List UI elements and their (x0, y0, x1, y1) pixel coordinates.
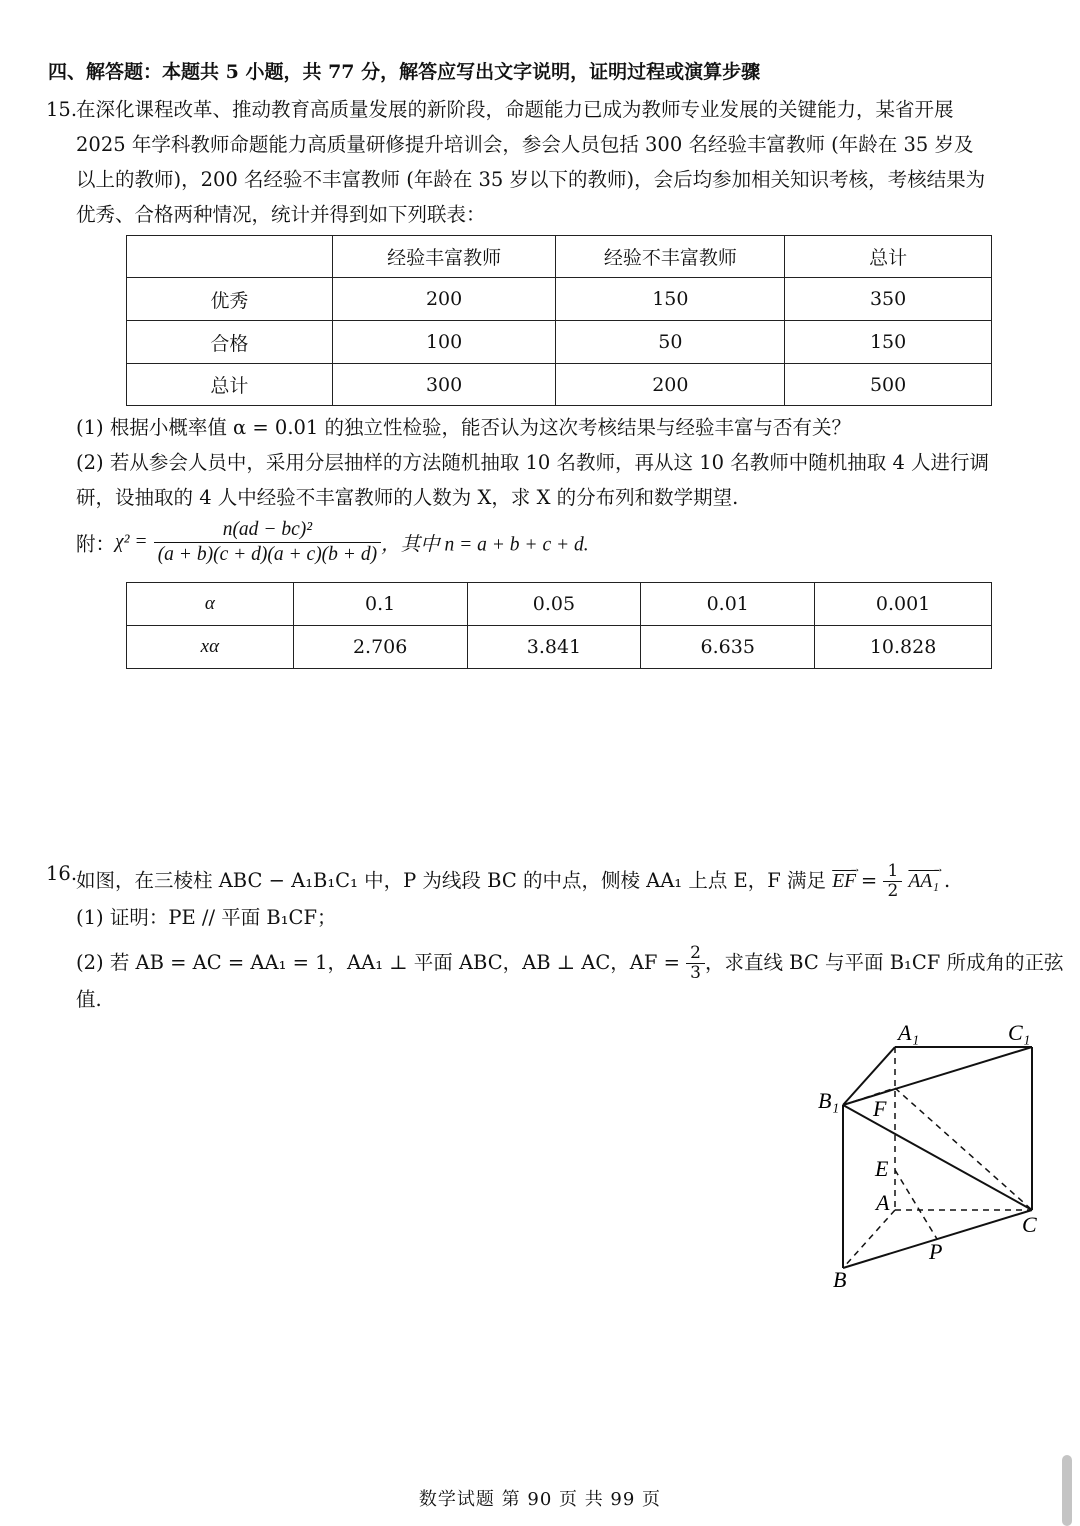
table-cell: 200 (332, 278, 556, 321)
q15-text-line-4: 优秀、合格两种情况，统计并得到如下列联表： (76, 203, 486, 226)
table-cell: 350 (785, 278, 992, 321)
vector-ef (832, 861, 861, 892)
q16-part-1: (1) 证明：PE // 平面 B₁CF； (76, 906, 337, 929)
formula-lhs: χ² = (115, 531, 148, 553)
prism-figure (800, 1015, 1060, 1300)
q15-text-line-2: 2025 年学科教师命题能力高质量研修提升培训会，参会人员包括 300 名经验丰富教师 (年龄在 35 岁及 (76, 133, 974, 156)
appendix-label: 附： (76, 532, 116, 556)
label-b: B (833, 1267, 847, 1292)
edge-b1c1 (843, 1047, 1032, 1105)
table-cell: 0.1 (293, 583, 467, 626)
contingency-table (126, 235, 992, 406)
table-cell: 200 (556, 364, 785, 406)
table-cell: 300 (332, 364, 556, 406)
table-cell: 150 (785, 321, 992, 364)
vector-aa1 (908, 861, 944, 892)
q16-part-2-line-2: 值. (76, 988, 102, 1011)
vector-ef-label: $\overline{EF}$ (832, 871, 857, 892)
scrollbar-thumb[interactable] (1062, 1455, 1072, 1526)
table-header-cell (127, 236, 333, 278)
label-a: A (876, 1190, 890, 1215)
table-cell: 总计 (127, 364, 333, 406)
critical-value-table (126, 582, 992, 669)
af-numerator: 2 (686, 944, 705, 964)
q15-number: 15. (46, 98, 78, 121)
vector-arrow-icon: → (931, 861, 944, 875)
table-cell: 0.001 (815, 583, 992, 626)
q15-part-2-line-1: (2) 若从参会人员中，采用分层抽样的方法随机抽取 10 名教师，再从这 10 名教师中随机抽取 4 人进行调 (76, 451, 990, 474)
table-cell: 2.706 (293, 626, 467, 669)
label-b1: B₁ (818, 1088, 840, 1113)
coefficient-denominator: 2 (887, 881, 899, 901)
segment-fc (895, 1088, 1032, 1210)
table-cell: 50 (556, 321, 785, 364)
formula-denominator: (a + b)(c + d)(a + c)(b + d) (157, 544, 378, 565)
table-cell: α (127, 583, 294, 626)
table-row (127, 321, 992, 364)
table-cell: 100 (332, 321, 556, 364)
table-header-cell: 经验丰富教师 (332, 236, 556, 278)
table-cell: 10.828 (815, 626, 992, 669)
vector-arrow-icon: → (848, 861, 861, 875)
table-cell: xα (127, 626, 294, 669)
q15-text-line-3: 以上的教师)，200 名经验不丰富教师 (年龄在 35 岁以下的教师)，会后均参加相关知识考核，考核结果为 (76, 168, 986, 191)
label-f: F (873, 1096, 887, 1121)
table-header-row (127, 236, 992, 278)
chi-square-formula (76, 518, 589, 567)
af-fraction (686, 944, 705, 983)
table-row (127, 278, 992, 321)
q15-part-1: (1) 根据小概率值 α = 0.01 的独立性检验，能否认为这次考核结果与经验丰富与否有关？ (76, 416, 852, 439)
formula-tail: ，其中 n = a + b + c + d. (381, 534, 589, 556)
table-cell: 6.635 (641, 626, 815, 669)
q16-text-line-1-main: 如图，在三棱柱 ABC − A₁B₁C₁ 中，P 为线段 BC 的中点，侧棱 AA₁ 上点 E，F 满足 (76, 869, 826, 892)
q16-line-1-end: . (943, 869, 951, 892)
label-c1: C₁ (1008, 1020, 1031, 1045)
segment-ep (895, 1170, 937, 1239)
table-cell: 优秀 (127, 278, 333, 321)
q16-part-2-line-1 (76, 944, 1064, 983)
table-row (127, 364, 992, 406)
af-denominator: 3 (690, 963, 701, 983)
table-cell: 3.841 (467, 626, 641, 669)
q15-part-2-line-2: 研，设抽取的 4 人中经验不丰富教师的人数为 X，求 X 的分布列和数学期望. (76, 486, 739, 509)
q15-text-line-1: 在深化课程改革、推动教育高质量发展的新阶段，命题能力已成为教师专业发展的关键能力，某省开展 (76, 98, 954, 121)
label-c: C (1022, 1212, 1037, 1237)
formula-fraction (154, 518, 381, 567)
label-a1: A₁ (898, 1020, 920, 1045)
table-cell: 150 (556, 278, 785, 321)
q16-part-2-text-a: (2) 若 AB = AC = AA₁ = 1，AA₁ ⊥ 平面 ABC，AB ⊥ AC，AF = (76, 951, 680, 974)
table-row (127, 626, 992, 669)
table-cell: 0.05 (467, 583, 641, 626)
table-cell: 0.01 (641, 583, 815, 626)
q16-number: 16. (46, 862, 78, 885)
vector-aa1-label: AA₁ (908, 871, 940, 892)
formula-numerator: n(ad − bc)² (154, 518, 381, 543)
equals-sign: = (860, 869, 878, 892)
coefficient-numerator: 1 (883, 862, 902, 882)
label-e: E (875, 1156, 889, 1181)
table-header-cell: 总计 (785, 236, 992, 278)
table-header-cell: 经验不丰富教师 (556, 236, 785, 278)
coefficient-fraction (883, 862, 902, 901)
table-cell: 合格 (127, 321, 333, 364)
page-footer: 数学试题 第 90 页 共 99 页 (418, 1489, 662, 1510)
table-row (127, 583, 992, 626)
section-heading: 四、解答题：本题共 5 小题，共 77 分，解答应写出文字说明，证明过程或演算步骤 (48, 61, 761, 83)
q16-part-2-text-b: ，求直线 BC 与平面 B₁CF 所成角的正弦 (704, 951, 1064, 974)
segment-b1c (843, 1105, 1032, 1210)
q16-text-line-1 (76, 862, 950, 901)
label-p: P (929, 1239, 943, 1264)
table-cell: 500 (785, 364, 992, 406)
